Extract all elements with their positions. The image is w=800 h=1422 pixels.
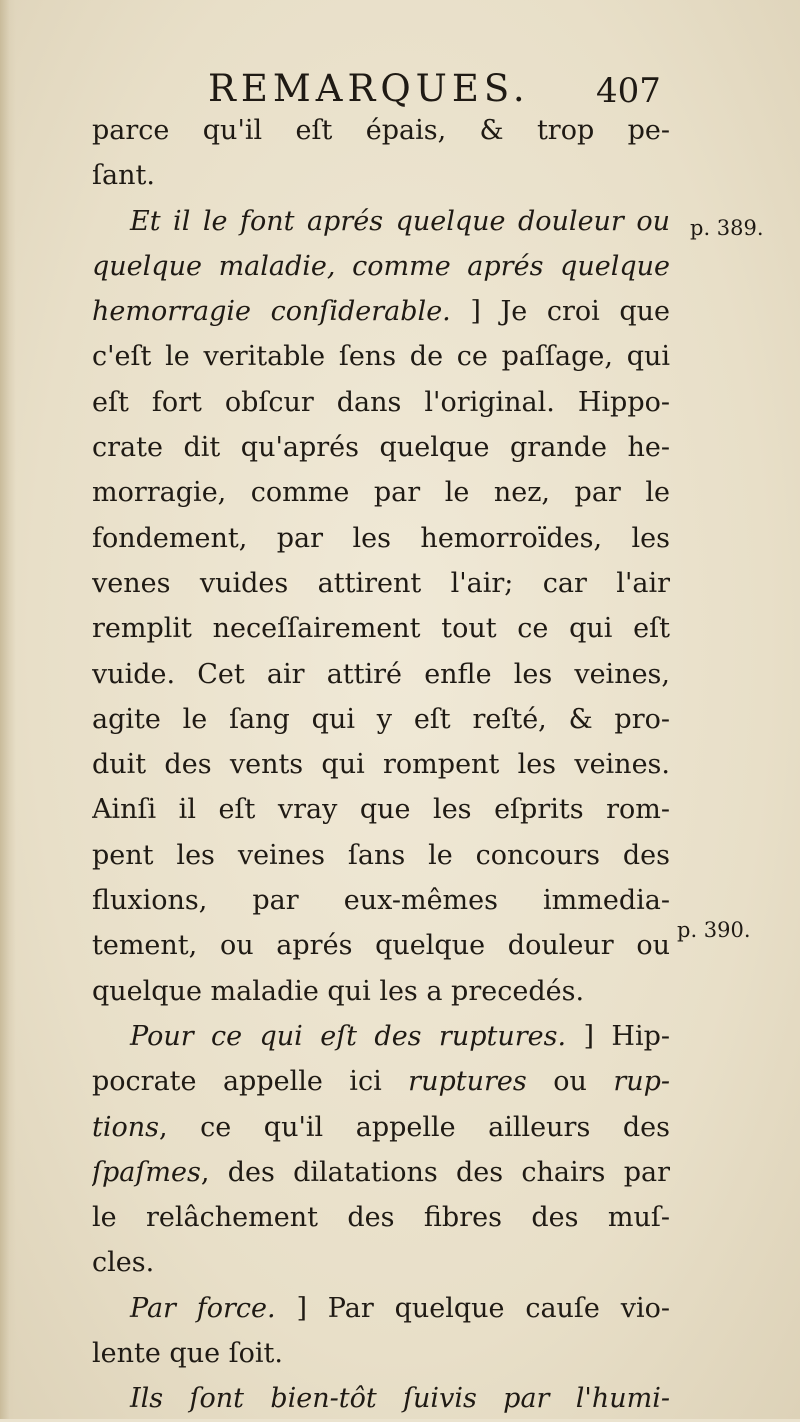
text-line: eſt fort obſcur dans l'original. Hippo- [92,386,670,418]
text-line: morragie, comme par le nez, par le [92,477,670,509]
text-line: quelque maladie, comme aprés quelque [92,250,670,282]
margin-note-p390: p. 390. [677,918,751,942]
page-number: 407 [596,71,661,111]
text-line: Et il le font aprés quelque douleur ou [130,205,670,237]
text-line: duit des vents qui rompent les veines. [92,749,670,781]
text-line: cles. [92,1247,155,1279]
text-line: tement, ou aprés quelque douleur ou [92,930,670,962]
text-line: tions, ce qu'il appelle ailleurs des [92,1111,670,1143]
text-line: fondement, par les hemorroïdes, les [92,522,670,554]
text-line: Pour ce qui eſt des ruptures. ] Hip- [130,1020,670,1052]
text-line: ſant. [92,160,155,192]
text-line: parce qu'il eſt épais, & trop pe- [92,115,670,146]
text-line: le relâchement des fibres des muſ- [92,1202,670,1234]
text-line: vuide. Cet air attiré enfle les veines, [92,658,670,690]
text-line: ſpaſmes, des dilatations des chairs par [92,1156,670,1188]
text-line: Ainſi il eſt vray que les eſprits rom- [92,794,670,826]
text-line: c'eſt le veritable ſens de ce paſſage, qui [92,341,670,373]
text-line: Ils ſont bien-tôt ſuivis par l'humi- [130,1383,670,1415]
margin-note-p389: p. 389. [690,216,764,240]
text-line: quelque maladie qui les a precedés. [92,975,585,1007]
running-head-title: REMARQUES. [208,67,530,110]
text-line: agite le ſang qui y eſt reſté, & pro- [92,703,670,735]
body-text [92,108,670,1422]
text-line: lente que ſoit. [92,1338,283,1370]
text-line: hemorragie conſiderable. ] Je croi que [92,296,670,328]
text-line: venes vuides attirent l'air; car l'air [92,567,670,599]
text-line: Par force. ] Par quelque cauſe vio- [130,1292,670,1324]
text-line: remplit neceſſairement tout ce qui eſt [92,613,670,645]
running-head [208,64,668,114]
page-binding-shadow [0,0,16,1419]
text-line: pent les veines ſans le concours des [92,839,670,871]
text-line: crate dit qu'aprés quelque grande he- [92,432,670,464]
text-line: fluxions, par eux-mêmes immedia- [92,885,670,917]
text-line: pocrate appelle ici ruptures ou rup- [92,1066,670,1098]
